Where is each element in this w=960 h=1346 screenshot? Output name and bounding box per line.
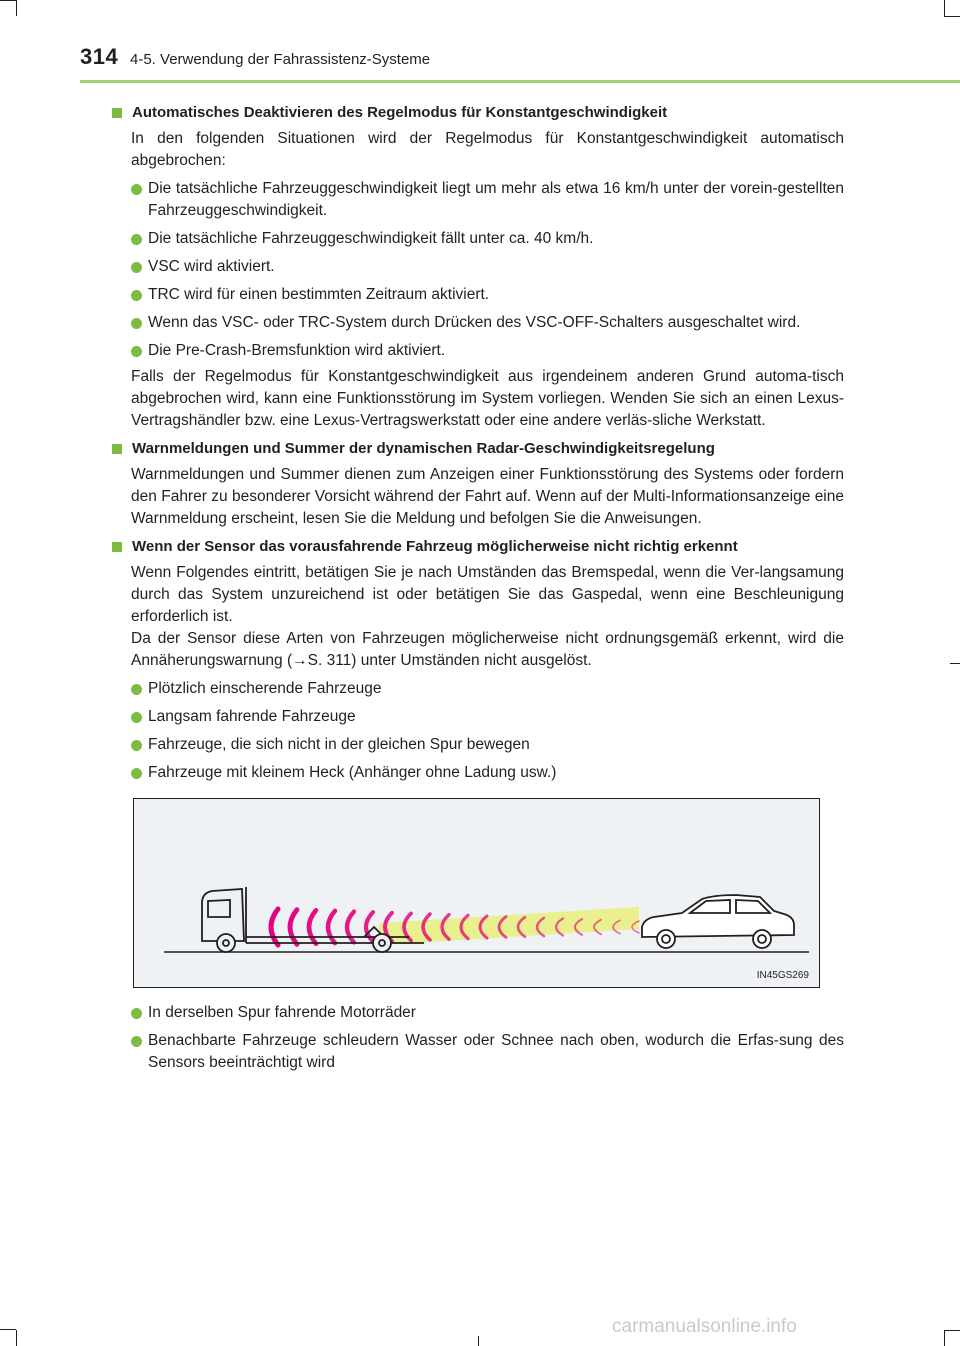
circle-bullet-icon — [131, 684, 142, 695]
list-item — [131, 1002, 844, 1024]
crop-mark — [16, 0, 17, 16]
car-icon — [642, 895, 794, 948]
circle-bullet-icon — [131, 234, 142, 245]
section-intro-2: Da der Sensor diese Arten von Fahrzeugen möglicherweise nicht ordnungsgemäß erkennt, wird die Annäherungswarnung (→S. 311) unter Umständen nicht ausgelöst. — [131, 630, 844, 669]
list-item-text: Fahrzeuge mit kleinem Heck (Anhänger ohne Ladung usw.) — [148, 764, 557, 781]
square-bullet-icon — [112, 542, 122, 552]
section-title — [112, 438, 844, 460]
circle-bullet-icon — [131, 318, 142, 329]
list-item-text: Die Pre-Crash-Bremsfunktion wird aktiviert. — [148, 342, 446, 359]
list-item-text: Benachbarte Fahrzeuge schleudern Wasser oder Schnee nach oben, wodurch die Erfas-sung des Sensors beeinträchtigt wird — [148, 1032, 844, 1071]
circle-bullet-icon — [131, 1036, 142, 1047]
section-title-text: Warnmeldungen und Summer der dynamischen Radar-Geschwindigkeitsregelung — [132, 440, 715, 457]
list-item-text: Fahrzeuge, die sich nicht in der gleichen Spur bewegen — [148, 736, 530, 753]
list-item-text: Plötzlich einscherende Fahrzeuge — [148, 680, 382, 697]
crop-mark — [478, 1336, 479, 1346]
crop-mark — [944, 1330, 945, 1346]
list-item-text: Die tatsächliche Fahrzeuggeschwindigkeit fällt unter ca. 40 km/h. — [148, 230, 594, 247]
circle-bullet-icon — [131, 346, 142, 357]
list-item — [131, 734, 844, 756]
circle-bullet-icon — [131, 262, 142, 273]
circle-bullet-icon — [131, 184, 142, 195]
list-item — [131, 762, 844, 784]
header-rule — [80, 80, 960, 83]
radar-waves — [271, 907, 639, 945]
crop-mark — [950, 663, 960, 664]
radar-illustration-svg — [134, 799, 819, 987]
radar-wave-arc — [290, 910, 297, 945]
watermark: carmanualsonline.info — [612, 1316, 797, 1337]
list-item — [131, 256, 844, 278]
list-item — [131, 312, 844, 334]
square-bullet-icon — [112, 444, 122, 454]
list-item-text: In derselben Spur fahrende Motorräder — [148, 1004, 416, 1021]
list-item — [131, 678, 844, 700]
list-item — [131, 228, 844, 250]
list-item-text: TRC wird für einen bestimmten Zeitraum aktiviert. — [148, 286, 490, 303]
circle-bullet-icon — [131, 290, 142, 301]
list-item — [131, 178, 844, 222]
crop-mark — [16, 1330, 17, 1346]
section-title-text: Wenn der Sensor das vorausfahrende Fahrzeug möglicherweise nicht richtig erkennt — [132, 538, 738, 555]
circle-bullet-icon — [131, 740, 142, 751]
square-bullet-icon — [112, 108, 122, 118]
section-intro: Wenn Folgendes eintritt, betätigen Sie je nach Umständen das Bremspedal, wenn die Ver-langsamung durch das System unzureichend ist oder betätigen Sie das Gaspedal, wenn eine Beschleunigung erforderlich ist. — [131, 564, 844, 625]
crop-mark — [944, 0, 945, 16]
list-item-text: Wenn das VSC- oder TRC-System durch Drücken des VSC-OFF-Schalters ausgeschaltet wird. — [148, 314, 801, 331]
page-number: 314 — [80, 44, 119, 69]
list-item-text: VSC wird aktiviert. — [148, 258, 275, 275]
list-item-text: Langsam fahrende Fahrzeuge — [148, 708, 356, 725]
radar-beam — [379, 907, 639, 945]
crop-mark — [0, 0, 16, 1]
section-intro: In den folgenden Situationen wird der Regelmodus für Konstantgeschwindigkeit automatisch abgebrochen: — [131, 130, 844, 169]
crop-mark — [0, 1329, 16, 1330]
radar-wave-arc — [328, 911, 335, 943]
chapter-title: 4-5. Verwendung der Fahrassistenz-Systeme — [130, 51, 431, 68]
circle-bullet-icon — [131, 768, 142, 779]
section-title — [112, 102, 844, 124]
radar-wave-arc — [309, 910, 316, 943]
list-item — [131, 284, 844, 306]
list-item — [131, 340, 844, 362]
radar-illustration — [133, 798, 820, 988]
list-item-text: Die tatsächliche Fahrzeuggeschwindigkeit liegt um mehr als etwa 16 km/h unter der vorein-gestellten Fahrzeuggeschwindigkeit. — [148, 180, 844, 219]
circle-bullet-icon — [131, 1008, 142, 1019]
section-title-text: Automatisches Deaktivieren des Regelmodus für Konstantgeschwindigkeit — [132, 104, 668, 121]
page-header — [80, 44, 960, 84]
radar-wave-arc — [271, 909, 278, 945]
truck-icon — [202, 887, 424, 952]
crop-mark — [944, 16, 960, 17]
list-item — [131, 706, 844, 728]
circle-bullet-icon — [131, 712, 142, 723]
section-outro: Falls der Regelmodus für Konstantgeschwindigkeit aus irgendeinem anderen Grund automa-tisch abgebrochen wird, kann eine Funktionsstörung im System vorliegen. Wenden Sie sich an einen Lexus-Vertragshändler bzw. eine Lexus-Vertragswerkstatt oder eine andere verläs-sliche Werkstatt. — [131, 368, 844, 429]
section-title — [112, 536, 844, 558]
list-item — [131, 1030, 844, 1074]
figure-code: IN45GS269 — [756, 970, 809, 981]
crop-mark — [944, 1330, 960, 1331]
section-intro: Warnmeldungen und Summer dienen zum Anzeigen einer Funktionsstörung des Systems oder fordern den Fahrer zu besonderer Vorsicht während der Fahrt auf. Wenn auf der Multi-Informationsanzeige eine Warnmeldung erscheint, lesen Sie die Meldung und befolgen Sie die Anweisungen. — [131, 466, 844, 527]
page-content — [112, 96, 844, 1074]
